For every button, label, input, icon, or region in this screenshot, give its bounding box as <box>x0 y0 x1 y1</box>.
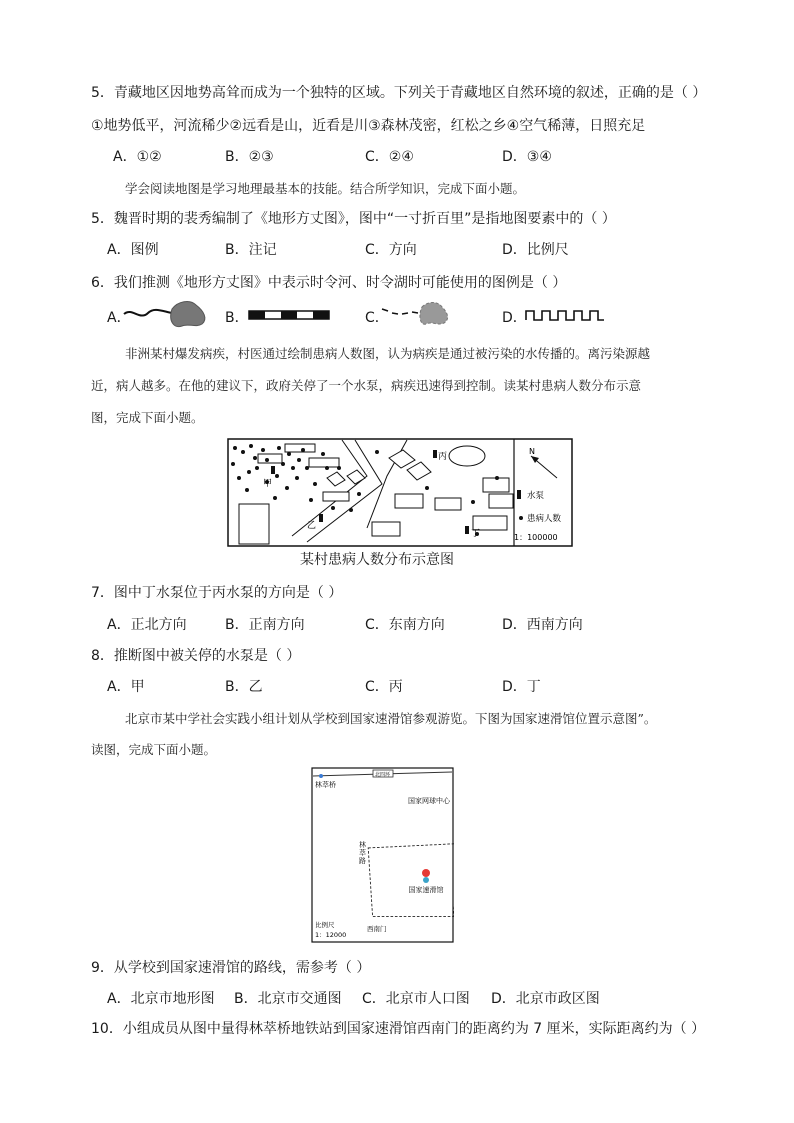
pump-bing <box>433 450 437 458</box>
q9-stem: 9．从学校到国家速滑馆的路线，需参考（ ） <box>91 960 371 976</box>
q5-option-a[interactable]: A．①② <box>113 149 162 165</box>
legend-scale: 1：100000 <box>514 533 558 542</box>
intro-epidemic-line2: 近，病人越多。在他的建议下，政府关停了一个水泵，病疾迅速得到控制。读某村患病人数分布示意 <box>91 378 642 393</box>
village-map-caption: 某村患病人数分布示意图 <box>300 552 454 568</box>
q5-option-c[interactable]: C．②④ <box>365 149 414 165</box>
scale-value: 1：12000 <box>315 931 347 939</box>
gate-label: 西南门 <box>367 925 387 933</box>
speed-skating-oval-map <box>311 767 454 943</box>
legend-pump-label: 水泵 <box>527 491 545 501</box>
river-lake-symbol-a <box>122 299 212 329</box>
q6-option-d-label: D． <box>502 310 527 326</box>
q8-option-d[interactable]: D．丁 <box>502 679 541 695</box>
scale-label: 比例尺 <box>315 921 335 929</box>
station-label: 林萃桥 <box>315 781 336 789</box>
q5b-option-c[interactable]: C．方向 <box>365 242 417 258</box>
village-patient-map <box>227 438 573 548</box>
venue-label: 国家速滑馆 <box>408 886 444 894</box>
q6-stem: 6．我们推测《地形方丈图》中表示时令河、时令湖时可能使用的图例是（ ） <box>91 275 567 291</box>
q8-option-a[interactable]: A．甲 <box>107 679 145 695</box>
intro-beijing-line2: 读图，完成下面小题。 <box>91 742 217 757</box>
legend-pump-icon <box>517 490 521 499</box>
q7-stem: 7．图中丁水泵位于丙水泵的方向是（ ） <box>91 585 343 601</box>
road-label-3: 路 <box>359 857 366 865</box>
legend-patient-label: 患病人数 <box>527 514 562 524</box>
pump-yi <box>319 514 323 522</box>
q9-option-b[interactable]: B．北京市交通图 <box>234 991 342 1007</box>
tennis-center-label: 国家网球中心 <box>408 797 450 805</box>
q6-option-c-label: C． <box>365 310 389 326</box>
q5b-option-a[interactable]: A．图例 <box>107 242 159 258</box>
q5b-option-b[interactable]: B．注记 <box>225 242 277 258</box>
q5b-stem: 5．魏晋时期的裴秀编制了《地形方丈图》，图中“一寸折百里”是指地图要素中的（ ） <box>91 211 616 227</box>
q7-option-d[interactable]: D．西南方向 <box>502 617 583 633</box>
pump-jia <box>271 466 275 474</box>
q6-option-b-label: B． <box>225 310 249 326</box>
venue-marker-icon <box>423 877 429 883</box>
subway-station-icon <box>319 774 323 778</box>
north-label: N <box>529 447 535 456</box>
q5-stem: 5．青藏地区因地势高耸而成为一个独特的区域。下列关于青藏地区自然环境的叙述，正确的是（ ） <box>91 85 707 101</box>
q5-option-d[interactable]: D．③④ <box>502 149 552 165</box>
label-bing: 丙 <box>438 452 448 462</box>
label-jia: 甲 <box>263 479 273 489</box>
q5-option-b[interactable]: B．②③ <box>225 149 274 165</box>
label-yi: 乙 <box>307 521 317 531</box>
intro-beijing-line1: 北京市某中学社会实践小组计划从学校到国家速滑馆参观游览。下图为国家速滑馆位置示意图”。 <box>125 711 657 726</box>
road-label-2: 萃 <box>359 849 366 857</box>
q7-option-c[interactable]: C．东南方向 <box>365 617 445 633</box>
road-tag: 北四环 <box>375 772 391 778</box>
q6-option-b[interactable] <box>225 307 249 327</box>
q8-option-b[interactable]: B．乙 <box>225 679 263 695</box>
q9-option-a[interactable]: A．北京市地形图 <box>107 991 215 1007</box>
pump-ding <box>465 526 469 534</box>
q8-option-c[interactable]: C．丙 <box>365 679 403 695</box>
intro-map-skills: 学会阅读地图是学习地理最基本的技能。结合所学知识，完成下面小题。 <box>125 181 526 196</box>
railway-symbol-b <box>248 309 332 321</box>
legend-patient-icon <box>519 516 523 520</box>
q9-option-d[interactable]: D．北京市政区图 <box>491 991 600 1007</box>
seasonal-river-lake-symbol-c <box>380 299 454 327</box>
road-label-1: 林 <box>359 841 366 849</box>
q9-option-c[interactable]: C．北京市人口图 <box>362 991 470 1007</box>
q10-stem: 10．小组成员从图中量得林萃桥地铁站到国家速滑馆西南门的距离约为 7 厘米，实际距离约为（ ） <box>91 1021 706 1037</box>
q7-option-a[interactable]: A．正北方向 <box>107 617 187 633</box>
q8-stem: 8．推断图中被关停的水泵是（ ） <box>91 648 301 664</box>
q5b-option-d[interactable]: D．比例尺 <box>502 242 569 258</box>
intro-epidemic-line3: 图，完成下面小题。 <box>91 410 204 425</box>
label-ding: 丁 <box>471 529 481 539</box>
venue-pin-icon <box>422 869 430 877</box>
intro-epidemic-line1: 非洲某村爆发病疾，村医通过绘制患病人数图，认为病疾是通过被污染的水传播的。离污染源越 <box>125 346 651 361</box>
q6-option-a-label: A． <box>107 310 131 326</box>
wall-symbol-d <box>524 307 606 323</box>
q7-option-b[interactable]: B．正南方向 <box>225 617 305 633</box>
q5-statements: ①地势低平，河流稀少②远看是山，近看是川③森林茂密，红松之乡④空气稀薄，日照充足 <box>91 118 646 134</box>
